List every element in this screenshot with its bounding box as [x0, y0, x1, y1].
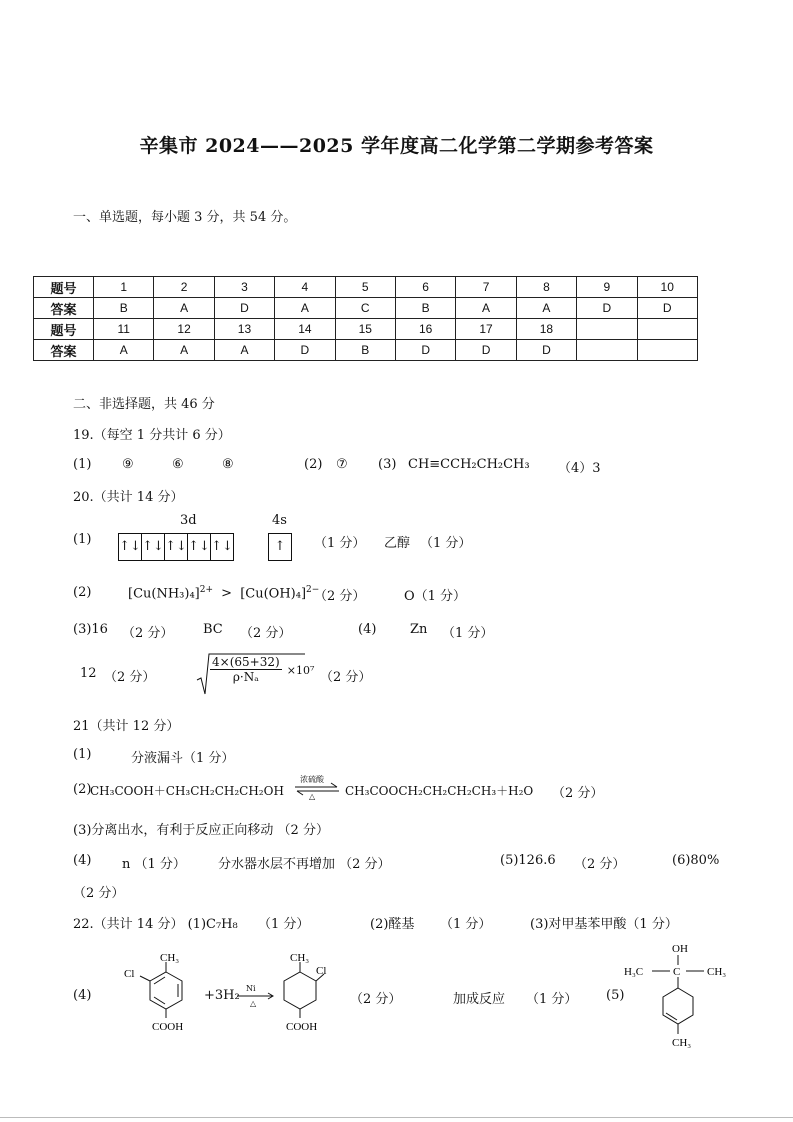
q22-part3: (3)对甲基苯甲酸（1 分）	[530, 917, 678, 932]
answer-cell: D	[456, 340, 516, 361]
orbital-box: ↑↓	[165, 534, 188, 560]
question-number-cell: 15	[335, 319, 395, 340]
fraction-numerator: 4×(65+32)	[212, 655, 280, 669]
q19-part2-label: (2)	[304, 457, 323, 472]
charge: 2+	[199, 585, 214, 595]
q21-part2-label: (2)	[73, 782, 92, 797]
equilibrium-arrow-icon	[293, 781, 341, 800]
question-number-cell: 16	[395, 319, 455, 340]
question-number-cell: 8	[516, 277, 576, 298]
answer-cell: D	[577, 298, 637, 319]
score: （2 分）	[104, 670, 156, 685]
q20-part3: (3)16	[73, 622, 108, 637]
question-number-cell	[637, 319, 697, 340]
reaction-type: 加成反应	[453, 992, 506, 1007]
score: （2 分）	[73, 886, 125, 901]
score: （2 分）	[350, 992, 402, 1007]
q20-answer: Zn	[410, 622, 428, 637]
charge: 2−	[306, 585, 320, 595]
answer-cell	[577, 340, 637, 361]
q21-part6: (6)80%	[672, 853, 720, 868]
answer-cell: D	[637, 298, 697, 319]
q19-answer: ⑨	[122, 457, 134, 472]
answer-cell: C	[335, 298, 395, 319]
page-title: 辛集市 2024——2025 学年度高二化学第二学期参考答案	[139, 135, 654, 157]
q19-part3-label: (3)	[378, 457, 397, 472]
question-number-cell: 12	[154, 319, 214, 340]
q21-part4-label: (4)	[73, 853, 92, 868]
fraction	[210, 655, 314, 684]
q19-answer: ⑧	[222, 457, 234, 472]
table-row	[34, 298, 698, 319]
question-number-cell: 11	[94, 319, 154, 340]
question-number-cell: 3	[214, 277, 274, 298]
chloro-label: Cl	[124, 968, 135, 980]
answer-cell: A	[154, 340, 214, 361]
q19-part1-label: (1)	[73, 457, 92, 472]
question-number-cell: 6	[395, 277, 455, 298]
terpineol-structure-icon	[622, 938, 742, 1050]
q21-part5: (5)126.6	[500, 853, 556, 868]
answer-table	[33, 276, 698, 361]
score: （2 分）	[320, 670, 372, 685]
answer-cell: A	[456, 298, 516, 319]
q22-heading: 22.（共计 14 分） (1)C₇H₈	[73, 917, 238, 932]
q20-part2-label: (2)	[73, 585, 92, 600]
esterification-equation-right: CH₃COOCH₂CH₂CH₂CH₃＋H₂O	[345, 784, 534, 798]
row-header: 题号	[34, 319, 94, 340]
power-term: ×10⁷	[286, 664, 315, 677]
score: （1 分）	[258, 917, 310, 932]
orbital-box: ↑↓	[211, 539, 233, 554]
answer-cell: A	[275, 298, 335, 319]
q19-part4: （4）3	[558, 461, 601, 476]
orbital-box: ↑↓	[188, 534, 211, 560]
q21-part1-label: (1)	[73, 747, 92, 762]
question-number-cell: 18	[516, 319, 576, 340]
table-row	[34, 277, 698, 298]
answer-cell: D	[395, 340, 455, 361]
answer-cell: D	[516, 340, 576, 361]
score: （1 分）	[440, 917, 492, 932]
orbital-3d-diagram	[118, 533, 234, 561]
q21-answer: n （1 分）	[122, 857, 186, 872]
orbital-box: ↑	[274, 539, 286, 554]
reaction-condition: 浓硫酸	[300, 775, 324, 784]
q21-part3: (3)分离出水，有利于反应正向移动 （2 分）	[73, 823, 329, 838]
q19-answer: ⑥	[172, 457, 184, 472]
methyl-left-label: H₃C	[624, 966, 644, 978]
catalyst-label: Ni	[246, 984, 256, 993]
score: （1 分）	[314, 536, 366, 551]
greater-than: >	[221, 586, 233, 602]
label-3d: 3d	[180, 513, 197, 528]
score: （2 分）	[314, 589, 366, 604]
heat-label: △	[250, 999, 257, 1008]
q21-heading: 21（共计 12 分）	[73, 719, 180, 734]
question-number-cell: 10	[637, 277, 697, 298]
complex-formula: [Cu(NH₃)₄]	[128, 586, 200, 602]
fraction-denominator: ρ·Nₐ	[232, 670, 259, 684]
q19-heading: 19.（每空 1 分共计 6 分）	[73, 428, 231, 443]
section-2-heading: 二、非选择题，共 46 分	[73, 397, 215, 412]
row-header: 答案	[34, 298, 94, 319]
score: （1 分）	[526, 992, 578, 1007]
q20-answer: O（1 分）	[404, 589, 467, 604]
hydrogen-reagent: +3H₂	[204, 988, 240, 1003]
orbital-box: ↑↓	[119, 534, 142, 560]
q20-answer: 乙醇	[384, 536, 411, 551]
question-number-cell: 2	[154, 277, 214, 298]
score: （1 分）	[420, 536, 472, 551]
complex-ion-1	[128, 585, 319, 601]
question-number-cell: 5	[335, 277, 395, 298]
q22-part2: (2)醛基	[370, 917, 415, 932]
question-number-cell: 1	[94, 277, 154, 298]
answer-cell: D	[275, 340, 335, 361]
section-1-heading: 一、单选题，每小题 3 分，共 54 分。	[73, 210, 297, 225]
question-number-cell: 14	[275, 319, 335, 340]
answer-cell: A	[94, 340, 154, 361]
q21-answer: 分水器水层不再增加 （2 分）	[218, 857, 391, 872]
answer-cell: A	[154, 298, 214, 319]
answer-cell: B	[395, 298, 455, 319]
carboxyl-label: COOH	[152, 1021, 184, 1033]
q20-answer: 12	[80, 666, 97, 681]
question-number-cell: 4	[275, 277, 335, 298]
question-number-cell: 7	[456, 277, 516, 298]
score: （1 分）	[442, 626, 494, 641]
q19-answer: ⑦	[336, 457, 348, 472]
chloro-label: Cl	[316, 965, 327, 977]
q22-part5-label: (5)	[606, 988, 625, 1003]
table-row	[34, 319, 698, 340]
answer-cell: B	[335, 340, 395, 361]
question-number-cell: 13	[214, 319, 274, 340]
complex-formula: [Cu(OH)₄]	[240, 586, 307, 602]
q20-part1-label: (1)	[73, 532, 92, 547]
q22-part4-label: (4)	[73, 988, 92, 1003]
q19-formula: CH≡CCH₂CH₂CH₃	[408, 457, 530, 472]
methyl-right-label: CH₃	[707, 966, 727, 978]
quaternary-carbon-label: C	[673, 966, 681, 978]
answer-cell	[637, 340, 697, 361]
q20-part4-label: (4)	[358, 622, 377, 637]
label-4s: 4s	[272, 513, 287, 528]
answer-cell: B	[94, 298, 154, 319]
carboxyl-label: COOH	[286, 1021, 318, 1033]
question-number-cell: 17	[456, 319, 516, 340]
hydroxyl-label: OH	[672, 943, 688, 955]
esterification-equation-left: CH₃COOH＋CH₃CH₂CH₂CH₂OH	[90, 784, 284, 798]
score: （2 分）	[240, 626, 292, 641]
methyl-label: CH₃	[160, 952, 180, 964]
table-row	[34, 340, 698, 361]
footer-divider	[0, 1117, 793, 1118]
methyl-bottom-label: CH₃	[672, 1037, 692, 1049]
question-number-cell	[577, 319, 637, 340]
row-header: 答案	[34, 340, 94, 361]
orbital-box: ↑↓	[142, 534, 165, 560]
methyl-label: CH₃	[290, 952, 310, 964]
answer-cell: A	[214, 340, 274, 361]
score: （2 分）	[552, 786, 604, 801]
answer-cell: D	[214, 298, 274, 319]
row-header: 题号	[34, 277, 94, 298]
product-structure-icon	[270, 950, 360, 1038]
q20-heading: 20.（共计 14 分）	[73, 490, 184, 505]
reaction-condition: △	[309, 792, 316, 801]
answer-cell: A	[516, 298, 576, 319]
score: （2 分）	[574, 857, 626, 872]
q21-answer: 分液漏斗（1 分）	[131, 751, 235, 766]
orbital-4s-diagram	[268, 533, 292, 561]
score: （2 分）	[122, 626, 174, 641]
question-number-cell: 9	[577, 277, 637, 298]
q20-answer: BC	[203, 622, 223, 637]
reactant-structure-icon	[118, 950, 208, 1038]
